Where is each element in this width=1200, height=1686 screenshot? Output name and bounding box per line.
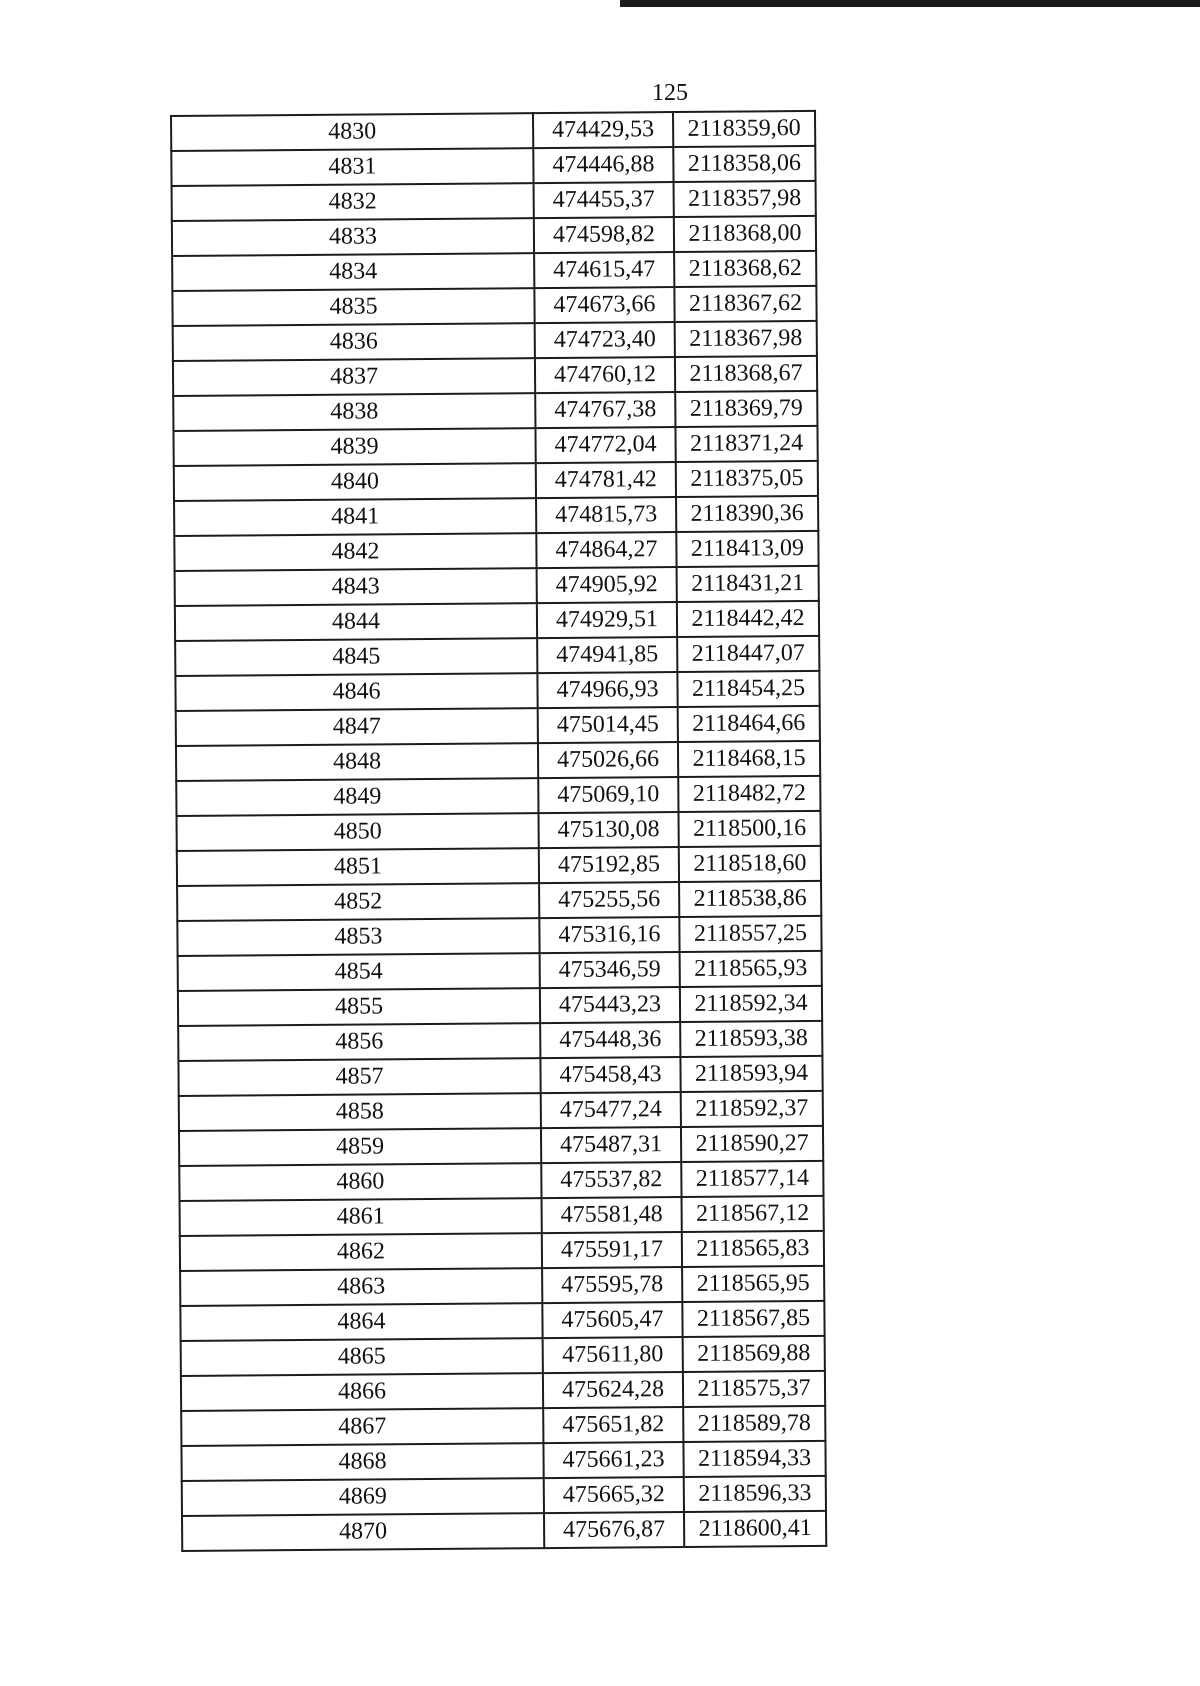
coordinate-y-cell: 2118368,67: [675, 356, 817, 392]
point-number-cell: 4847: [176, 708, 538, 746]
point-number-cell: 4840: [174, 463, 536, 501]
point-number-cell: 4838: [173, 393, 535, 431]
point-number-cell: 4868: [181, 1443, 543, 1481]
point-number-cell: 4846: [175, 673, 537, 711]
point-number-cell: 4845: [175, 638, 537, 676]
coordinate-y-cell: 2118538,86: [679, 881, 821, 917]
table-row: [175, 636, 819, 676]
table-row: [176, 776, 820, 816]
coordinate-x-cell: 474772,04: [535, 427, 675, 463]
coordinates-table-body: [171, 111, 826, 1551]
coordinate-y-cell: 2118592,37: [681, 1091, 823, 1127]
table-row: [172, 286, 816, 326]
coordinate-x-cell: 474767,38: [535, 392, 675, 428]
coordinate-y-cell: 2118518,60: [679, 846, 821, 882]
coordinate-y-cell: 2118413,09: [676, 531, 818, 567]
coordinate-x-cell: 475581,48: [542, 1197, 682, 1233]
coordinate-y-cell: 2118431,21: [677, 566, 819, 602]
coordinate-x-cell: 474864,27: [536, 532, 676, 568]
point-number-cell: 4844: [175, 603, 537, 641]
table-row: [181, 1336, 825, 1376]
table-row: [174, 461, 818, 501]
point-number-cell: 4852: [177, 883, 539, 921]
coordinate-y-cell: 2118454,25: [677, 671, 819, 707]
coordinate-y-cell: 2118567,85: [682, 1301, 824, 1337]
point-number-cell: 4835: [172, 288, 534, 326]
table-row: [180, 1196, 824, 1236]
coordinate-y-cell: 2118442,42: [677, 601, 819, 637]
coordinate-y-cell: 2118367,98: [675, 321, 817, 357]
table-row: [180, 1266, 824, 1306]
table-row: [181, 1406, 825, 1446]
coordinate-x-cell: 474429,53: [533, 112, 673, 148]
coordinate-x-cell: 475458,43: [540, 1057, 680, 1093]
table-row: [177, 881, 821, 921]
point-number-cell: 4842: [174, 533, 536, 571]
point-number-cell: 4855: [178, 988, 540, 1026]
coordinate-x-cell: 475665,32: [544, 1477, 684, 1513]
coordinate-x-cell: 474760,12: [535, 357, 675, 393]
coordinate-x-cell: 475477,24: [541, 1092, 681, 1128]
point-number-cell: 4865: [181, 1338, 543, 1376]
table-row: [176, 706, 820, 746]
point-number-cell: 4833: [172, 218, 534, 256]
point-number-cell: 4866: [181, 1373, 543, 1411]
table-row: [177, 846, 821, 886]
point-number-cell: 4831: [171, 148, 533, 186]
point-number-cell: 4849: [176, 778, 538, 816]
table-row: [179, 1126, 823, 1166]
table-row: [178, 951, 822, 991]
point-number-cell: 4863: [180, 1268, 542, 1306]
coordinate-y-cell: 2118593,38: [680, 1021, 822, 1057]
point-number-cell: 4857: [178, 1058, 540, 1096]
coordinate-y-cell: 2118464,66: [678, 706, 820, 742]
table-row: [175, 566, 819, 606]
table-row: [173, 356, 817, 396]
point-number-cell: 4837: [173, 358, 535, 396]
table-row: [171, 146, 815, 186]
coordinate-y-cell: 2118593,94: [680, 1056, 822, 1092]
coordinate-x-cell: 475595,78: [542, 1267, 682, 1303]
coordinate-x-cell: 475443,23: [540, 987, 680, 1023]
table-row: [181, 1371, 825, 1411]
coordinate-x-cell: 475611,80: [543, 1337, 683, 1373]
table-row: [173, 321, 817, 361]
coordinate-x-cell: 475487,31: [541, 1127, 681, 1163]
point-number-cell: 4867: [181, 1408, 543, 1446]
coordinate-x-cell: 474905,92: [537, 567, 677, 603]
coordinate-x-cell: 475346,59: [540, 952, 680, 988]
point-number-cell: 4860: [179, 1163, 541, 1201]
coordinate-y-cell: 2118596,33: [684, 1476, 826, 1512]
coordinate-y-cell: 2118565,93: [680, 951, 822, 987]
coordinate-x-cell: 475192,85: [539, 847, 679, 883]
coordinate-y-cell: 2118368,62: [674, 251, 816, 287]
point-number-cell: 4851: [177, 848, 539, 886]
table-row: [173, 391, 817, 431]
coordinate-y-cell: 2118369,79: [675, 391, 817, 427]
table-row: [175, 601, 819, 641]
table-row: [172, 181, 816, 221]
table-row: [171, 111, 815, 151]
coordinate-x-cell: 474941,85: [537, 637, 677, 673]
point-number-cell: 4848: [176, 743, 538, 781]
table-row: [182, 1476, 826, 1516]
coordinate-y-cell: 2118371,24: [675, 426, 817, 462]
coordinate-x-cell: 475537,82: [541, 1162, 681, 1198]
table-row: [174, 531, 818, 571]
coordinate-x-cell: 475624,28: [543, 1372, 683, 1408]
coordinate-y-cell: 2118594,33: [683, 1441, 825, 1477]
coordinate-y-cell: 2118565,95: [682, 1266, 824, 1302]
point-number-cell: 4858: [179, 1093, 541, 1131]
table-row: [178, 1056, 822, 1096]
coordinate-y-cell: 2118567,12: [682, 1196, 824, 1232]
coordinate-x-cell: 474966,93: [537, 672, 677, 708]
point-number-cell: 4836: [173, 323, 535, 361]
coordinate-y-cell: 2118565,83: [682, 1231, 824, 1267]
coordinate-y-cell: 2118500,16: [678, 811, 820, 847]
coordinate-x-cell: 474446,88: [533, 147, 673, 183]
point-number-cell: 4850: [177, 813, 539, 851]
coordinate-x-cell: 475605,47: [542, 1302, 682, 1338]
coordinate-x-cell: 475014,45: [538, 707, 678, 743]
table-row: [174, 496, 818, 536]
coordinate-x-cell: 474598,82: [534, 217, 674, 253]
coordinate-x-cell: 475676,87: [544, 1512, 684, 1548]
table-row: [180, 1301, 824, 1341]
point-number-cell: 4830: [171, 113, 533, 151]
coordinate-y-cell: 2118375,05: [676, 461, 818, 497]
table-row: [173, 426, 817, 466]
coordinate-y-cell: 2118357,98: [674, 181, 816, 217]
point-number-cell: 4843: [175, 568, 537, 606]
coordinate-y-cell: 2118468,15: [678, 741, 820, 777]
coordinate-y-cell: 2118390,36: [676, 496, 818, 532]
coordinate-x-cell: 474673,66: [534, 287, 674, 323]
table-row: [178, 1021, 822, 1061]
table-row: [177, 811, 821, 851]
coordinate-y-cell: 2118569,88: [683, 1336, 825, 1372]
coordinate-x-cell: 475448,36: [540, 1022, 680, 1058]
coordinate-y-cell: 2118589,78: [683, 1406, 825, 1442]
table-row: [179, 1091, 823, 1131]
coordinate-x-cell: 474781,42: [536, 462, 676, 498]
coordinate-y-cell: 2118358,06: [673, 146, 815, 182]
page-number: 125: [652, 80, 688, 106]
coordinate-y-cell: 2118359,60: [673, 111, 815, 147]
point-number-cell: 4869: [182, 1478, 544, 1516]
point-number-cell: 4853: [177, 918, 539, 956]
coordinate-y-cell: 2118482,72: [678, 776, 820, 812]
point-number-cell: 4870: [182, 1513, 544, 1551]
point-number-cell: 4834: [172, 253, 534, 291]
table-row: [181, 1441, 825, 1481]
coordinate-x-cell: 475316,16: [539, 917, 679, 953]
coordinate-y-cell: 2118557,25: [679, 916, 821, 952]
coordinate-y-cell: 2118592,34: [680, 986, 822, 1022]
coordinate-x-cell: 475591,17: [542, 1232, 682, 1268]
point-number-cell: 4856: [178, 1023, 540, 1061]
coordinate-x-cell: 475651,82: [543, 1407, 683, 1443]
coordinates-table: [170, 110, 827, 1552]
table-row: [179, 1161, 823, 1201]
table-row: [172, 251, 816, 291]
table-row: [176, 741, 820, 781]
coordinate-x-cell: 475026,66: [538, 742, 678, 778]
coordinate-y-cell: 2118447,07: [677, 636, 819, 672]
table-row: [177, 916, 821, 956]
coordinate-x-cell: 475130,08: [538, 812, 678, 848]
point-number-cell: 4832: [172, 183, 534, 221]
coordinate-y-cell: 2118368,00: [674, 216, 816, 252]
coordinate-x-cell: 475661,23: [543, 1442, 683, 1478]
point-number-cell: 4839: [173, 428, 535, 466]
coordinate-x-cell: 474615,47: [534, 252, 674, 288]
table-row: [180, 1231, 824, 1271]
table-row: [172, 216, 816, 256]
coordinate-x-cell: 474723,40: [535, 322, 675, 358]
point-number-cell: 4861: [180, 1198, 542, 1236]
table-row: [178, 986, 822, 1026]
coordinate-x-cell: 474815,73: [536, 497, 676, 533]
point-number-cell: 4854: [178, 953, 540, 991]
coordinate-x-cell: 474455,37: [534, 182, 674, 218]
coordinate-y-cell: 2118367,62: [674, 286, 816, 322]
table-row: [182, 1511, 826, 1551]
point-number-cell: 4862: [180, 1233, 542, 1271]
coordinate-y-cell: 2118575,37: [683, 1371, 825, 1407]
table-row: [175, 671, 819, 711]
point-number-cell: 4859: [179, 1128, 541, 1166]
point-number-cell: 4864: [180, 1303, 542, 1341]
coordinate-y-cell: 2118577,14: [681, 1161, 823, 1197]
coordinate-y-cell: 2118590,27: [681, 1126, 823, 1162]
coordinate-x-cell: 475255,56: [539, 882, 679, 918]
coordinate-x-cell: 474929,51: [537, 602, 677, 638]
top-edge-rule: [620, 0, 1200, 7]
coordinate-y-cell: 2118600,41: [684, 1511, 826, 1547]
coordinate-x-cell: 475069,10: [538, 777, 678, 813]
point-number-cell: 4841: [174, 498, 536, 536]
